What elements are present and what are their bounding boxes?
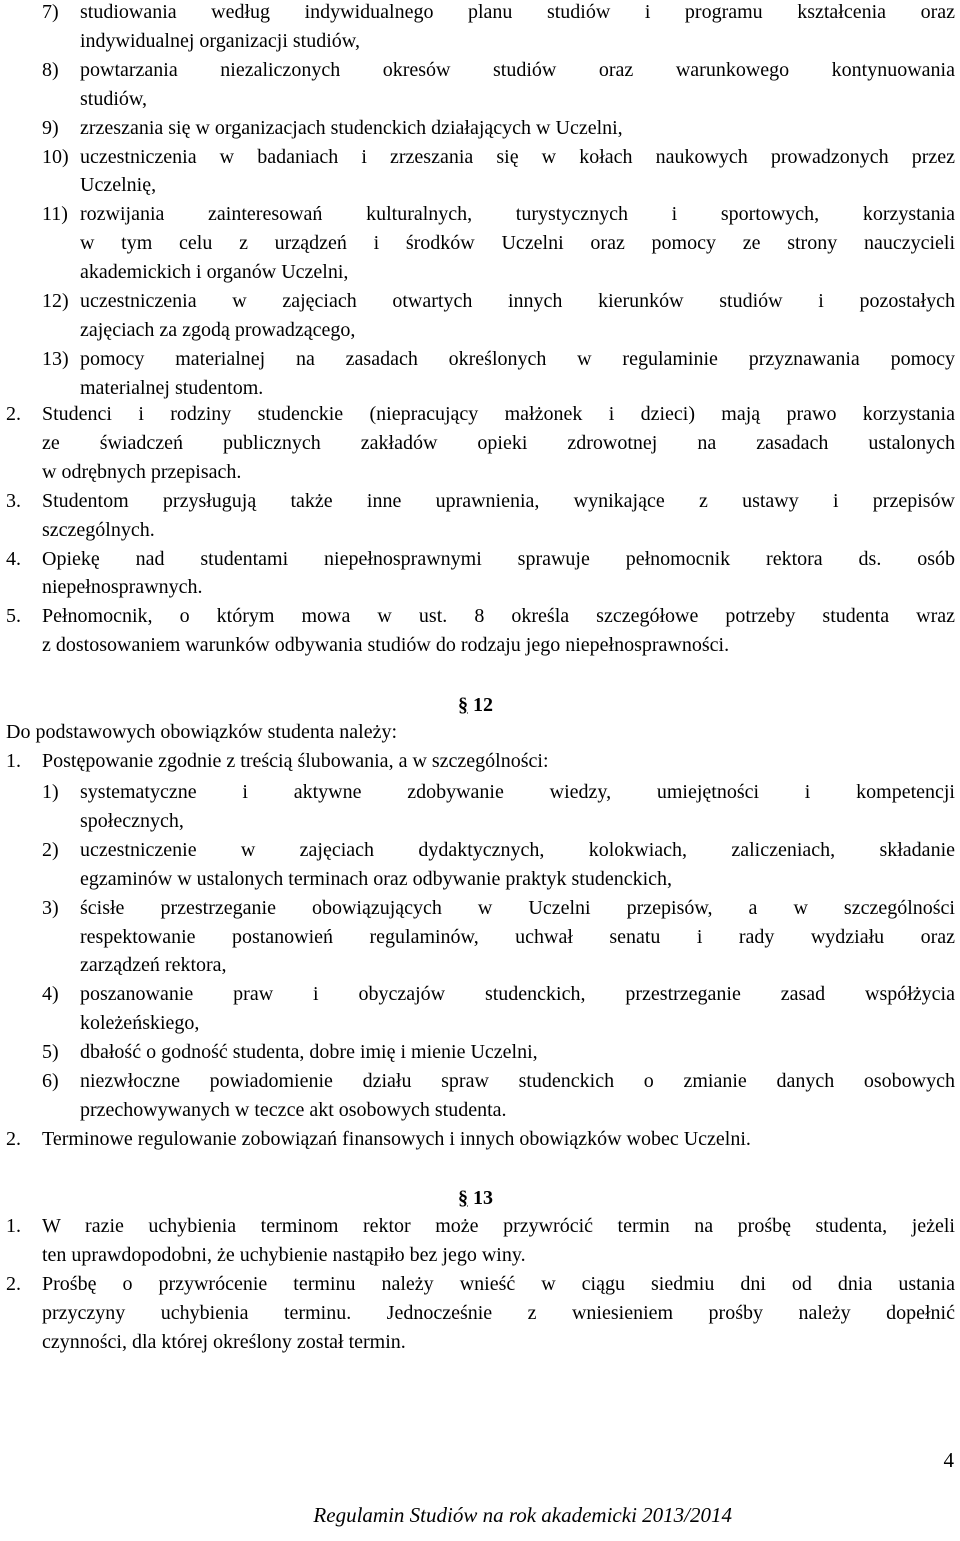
point-number: 1. — [6, 1215, 21, 1237]
point-text: W razie uchybienia terminom rektor może przywrócić termin na prośbę studenta, jeżeli — [42, 1215, 955, 1237]
point-text: Prośbę o przywrócenie terminu należy wnieść w ciągu siedmiu dni od dnia ustania — [42, 1272, 955, 1295]
item-text: zrzeszania się w organizacjach studenckich działających w Uczelni, — [80, 116, 623, 139]
section-12-intro: Do podstawowych obowiązków studenta należy: — [6, 721, 398, 743]
item-text: uczestniczenia w badaniach i zrzeszania się w kołach naukowych prowadzonych przez — [80, 145, 955, 168]
item-number: 13) — [42, 347, 69, 370]
item-text: zajęciach za zgodą prowadzącego, — [80, 318, 356, 341]
section-number: 13 — [473, 1187, 493, 1209]
point-text: przyczyny uchybienia terminu. Jednocześnie z wniesieniem prośby należy dopełnić — [42, 1301, 955, 1324]
point-number: 2. — [6, 403, 21, 425]
item-text: pomocy materialnej na zasadach określonych w regulaminie przyznawania pomocy — [80, 347, 955, 370]
item-text: społecznych, — [80, 809, 184, 832]
item-number: 6) — [42, 1070, 59, 1092]
item-number: 3) — [42, 896, 59, 919]
item-text: Uczelnię, — [80, 174, 157, 197]
item-text: zarządzeń rektora, — [80, 954, 227, 977]
item-number: 7) — [42, 1, 59, 23]
point-number: 4. — [6, 547, 21, 570]
item-text: uczestniczenia w zajęciach otwartych innych kierunków studiów i pozostałych — [80, 290, 955, 312]
point-text: czynności, dla której określony został termin. — [42, 1330, 406, 1353]
item-text: ścisłe przestrzeganie obowiązujących w Uczelni przepisów, a w szczególności — [80, 896, 955, 919]
item-number: 1) — [42, 781, 59, 803]
item-number: 4) — [42, 983, 59, 1006]
item-text: indywidualnej organizacji studiów, — [80, 29, 360, 52]
point-text: Pełnomocnik, o którym mowa w ust. 8 określa szczegółowe potrzeby studenta wraz — [42, 605, 955, 628]
item-text: respektowanie postanowień regulaminów, uchwał senatu i rady wydziału oraz — [80, 925, 955, 948]
item-text: systematyczne i aktywne zdobywanie wiedzy, umiejętności i kompetencji — [80, 781, 955, 803]
item-text: studiów, — [80, 87, 148, 110]
section-12-heading — [458, 692, 493, 718]
item-number: 5) — [42, 1041, 59, 1064]
point-text: ze świadczeń publicznych zakładów opieki zdrowotnej na zasadach ustalonych — [42, 431, 955, 454]
section-symbol: § — [458, 694, 468, 716]
item-text: w tym celu z urządzeń i środków Uczelni oraz pomocy ze strony nauczycieli — [80, 232, 955, 255]
point-text: Postępowanie zgodnie z treścią ślubowania, a w szczególności: — [42, 750, 549, 772]
item-number: 11) — [42, 203, 68, 226]
item-text: koleżeńskiego, — [80, 1012, 200, 1035]
point-number: 5. — [6, 605, 21, 628]
point-number: 3. — [6, 489, 21, 512]
footer-title: Regulamin Studiów na rok akademicki 2013/2014 — [313, 1503, 732, 1527]
point-number: 2. — [6, 1128, 21, 1150]
point-text: szczególnych. — [42, 518, 155, 541]
point-text: ten uprawdopodobni, że uchybienie nastąpiło bez jego winy. — [42, 1243, 526, 1266]
page-number: 4 — [943, 1448, 954, 1472]
point-number: 2. — [6, 1272, 21, 1295]
item-text: egzaminów w ustalonych terminach oraz odbywanie praktyk studenckich, — [80, 867, 673, 890]
point-text: Opiekę nad studentami niepełnosprawnymi sprawuje pełnomocnik rektora ds. osób — [42, 547, 955, 570]
item-number: 9) — [42, 116, 59, 139]
point-text: niepełnosprawnych. — [42, 576, 203, 599]
item-text: studiowania według indywidualnego planu studiów i programu kształcenia oraz — [80, 1, 955, 23]
item-text: poszanowanie praw i obyczajów studenckich, przestrzeganie zasad współżycia — [80, 983, 955, 1006]
item-number: 8) — [42, 58, 59, 81]
section-symbol: § — [458, 1187, 468, 1209]
item-text: niezwłoczne powiadomienie działu spraw studenckich o zmianie danych osobowych — [80, 1070, 955, 1092]
point-number: 1. — [6, 750, 21, 772]
section-13-heading — [458, 1185, 493, 1211]
item-number: 12) — [42, 290, 69, 312]
section-number: 12 — [473, 694, 493, 716]
item-text: przechowywanych w teczce akt osobowych studenta. — [80, 1098, 507, 1121]
point-text: Studenci i rodziny studenckie (niepracujący małżonek i dzieci) mają prawo korzystania — [42, 403, 955, 425]
item-text: powtarzania niezaliczonych okresów studiów oraz warunkowego kontynuowania — [80, 58, 955, 81]
item-number: 10) — [42, 145, 69, 168]
point-text: z dostosowaniem warunków odbywania studiów do rodzaju jego niepełnosprawności. — [42, 634, 730, 657]
item-text: akademickich i organów Uczelni, — [80, 261, 349, 284]
point-text: w odrębnych przepisach. — [42, 460, 242, 483]
item-text: materialnej studentom. — [80, 376, 264, 399]
item-text: dbałość o godność studenta, dobre imię i mienie Uczelni, — [80, 1041, 538, 1064]
item-number: 2) — [42, 838, 59, 861]
point-text: Terminowe regulowanie zobowiązań finansowych i innych obowiązków wobec Uczelni. — [42, 1128, 751, 1150]
item-text: rozwijania zainteresowań kulturalnych, turystycznych i sportowych, korzystania — [80, 203, 955, 226]
point-text: Studentom przysługują także inne uprawnienia, wynikające z ustawy i przepisów — [42, 489, 955, 512]
item-text: uczestniczenie w zajęciach dydaktycznych, kolokwiach, zaliczeniach, składanie — [80, 838, 955, 861]
